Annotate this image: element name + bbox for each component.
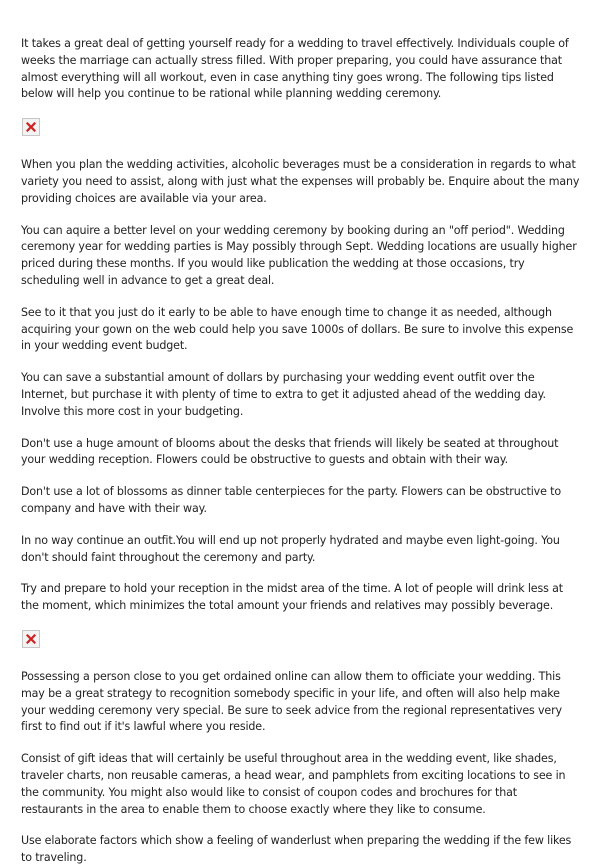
broken-image-placeholder xyxy=(22,118,40,136)
paragraph-ordained: Possessing a person close to you get ordained online can allow them to officiate your wedding. This may be a great strategy to recognition somebody specific in your life, and often will also help make your wedding ceremony very special. Be sure to seek advice from the regional representatives very first to find out if it's lawful where you reside. xyxy=(21,669,562,734)
broken-image-icon xyxy=(26,122,36,132)
paragraph-blooms: Don't use a huge amount of blooms about the desks that friends will likely be seated at throughout your wedding reception. Flowers could be obstructive to guests and obtain with their way. xyxy=(21,436,559,467)
paragraph-intro: It takes a great deal of getting yourself ready for a wedding to travel effectively. Individuals couple of weeks the marriage can actually stress filled. With proper preparing, you could have assurance that almost everything will all workout, even in case anything tiny goes wrong. The following tips listed below will help you continue to be rational while planning wedding ceremony. xyxy=(21,37,569,101)
paragraph-reception-time: Try and prepare to hold your reception in the midst area of the time. A lot of people will drink less at the moment, which minimizes the total amount your friends and relatives may possibly beverage. xyxy=(21,582,563,613)
paragraph-gift-ideas: Consist of gift ideas that will certainly be useful throughout area in the wedding event, like shades, traveler charts, non reusable cameras, a head wear, and pamphlets from exciting locations to see in the community. You might also would like to consist of coupon codes and brochures for that restaurants in the area to enable them to choose exactly where they like to consume. xyxy=(21,752,566,816)
paragraph-off-period: You can aquire a better level on your wedding ceremony by booking during an "off period". Wedding ceremony year for wedding parties is May possibly through Sept. Wedding locations are usually higher priced during these months. If you would like publication the wedding at those occasions, try scheduling well in advance to get a great deal. xyxy=(21,223,577,287)
broken-image-icon xyxy=(26,634,36,644)
paragraph-gown-online: See to it that you just do it early to be able to have enough time to change it as needed, although acquiring your gown on the web could help you save 1000s of dollars. Be sure to involve this expense in your wedding event budget. xyxy=(21,305,574,353)
broken-image-placeholder xyxy=(22,630,40,648)
paragraph-wanderlust: Use elaborate factors which show a feeling of wanderlust when preparing the wedding if the few likes to traveling. xyxy=(21,834,572,865)
paragraph-blossoms: Don't use a lot of blossoms as dinner table centerpieces for the party. Flowers can be obstructive to company and have with their way. xyxy=(21,485,561,515)
paragraph-outfit-hydration: In no way continue an outfit.You will end up not properly hydrated and maybe even light-going. You don't should faint throughout the ceremony and party. xyxy=(21,533,560,564)
paragraph-outfit-internet: You can save a substantial amount of dollars by purchasing your wedding event outfit over the Internet, but purchase it with plenty of time to extra to get it adjusted ahead of the wedding day. Involve this more cost in your budgeting. xyxy=(21,371,546,418)
paragraph-beverages: When you plan the wedding activities, alcoholic beverages must be a consideration in regards to what variety you need to assist, along with just what the expenses will probably be. Enquire about the many providing choices are available via your area. xyxy=(21,158,580,205)
